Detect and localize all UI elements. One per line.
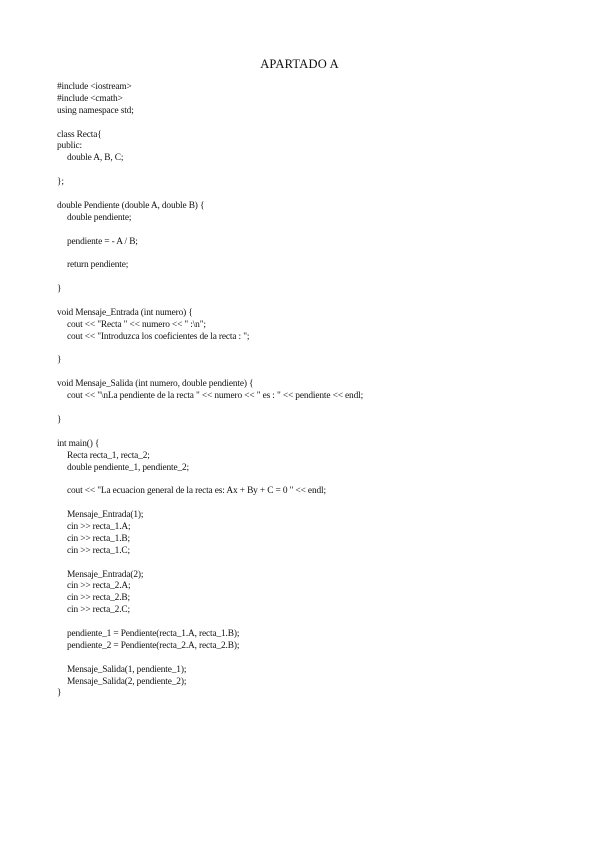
code-line: [57, 189, 577, 201]
code-line: cin >> recta_2.C;: [67, 605, 130, 616]
code-line: [57, 248, 577, 260]
code-line: public:: [57, 141, 82, 152]
code-line: [57, 498, 577, 510]
code-line: [57, 403, 577, 415]
code-line: Mensaje_Entrada(1);: [67, 510, 144, 521]
code-line: int main() {: [57, 438, 100, 449]
code-line: cin >> recta_1.A;: [67, 521, 131, 532]
code-line: cout << "La ecuacion general de la recta es: Ax + By + C = 0 " << endl;: [67, 486, 326, 497]
code-line: double Pendiente (double A, double B) {: [57, 200, 205, 211]
code-line: Mensaje_Salida(1, pendiente_1);: [67, 664, 187, 675]
code-line: }: [57, 414, 62, 425]
code-line: double A, B, C;: [67, 153, 124, 164]
code-line: [57, 165, 577, 177]
code-line: [57, 653, 577, 665]
code-line: cin >> recta_1.C;: [67, 545, 130, 556]
code-line: cin >> recta_2.B;: [67, 593, 130, 604]
code-line: #include <cmath>: [57, 93, 123, 104]
code-line: [57, 225, 577, 237]
page-title: APARTADO A: [260, 57, 339, 71]
code-line: double pendiente_1, pendiente_2;: [67, 462, 189, 473]
code-line: }: [57, 688, 62, 699]
code-line: class Recta{: [57, 129, 102, 140]
code-line: [57, 617, 577, 629]
code-line: Mensaje_Entrada(2);: [67, 569, 144, 580]
code-line: [57, 367, 577, 379]
code-line: [57, 344, 577, 356]
code-line: using namespace std;: [57, 105, 134, 116]
code-line: cout << "\nLa pendiente de la recta " << numero << " es : " << pendiente << endl;: [67, 391, 364, 402]
code-line: [57, 474, 577, 486]
code-line: Recta recta_1, recta_2;: [67, 450, 150, 461]
code-line: [57, 427, 577, 439]
code-line: pendiente = - A / B;: [67, 236, 138, 247]
code-line: [57, 296, 577, 308]
code-line: [57, 272, 577, 284]
code-line: }: [57, 284, 62, 295]
code-line: }: [57, 355, 62, 366]
code-line: Mensaje_Salida(2, pendiente_2);: [67, 676, 187, 687]
code-line: double pendiente;: [67, 212, 132, 223]
code-line: pendiente_1 = Pendiente(recta_1.A, recta_1.B);: [67, 628, 240, 639]
code-line: [57, 558, 577, 570]
code-line: return pendiente;: [67, 260, 129, 271]
code-line: [57, 118, 577, 130]
code-line: void Mensaje_Entrada (int numero) {: [57, 307, 193, 318]
code-line: };: [57, 177, 64, 188]
code-listing: [57, 82, 577, 700]
code-line: pendiente_2 = Pendiente(recta_2.A, recta_2.B);: [67, 640, 240, 651]
code-line: cin >> recta_2.A;: [67, 581, 131, 592]
code-line: #include <iostream>: [57, 82, 132, 92]
code-line: cin >> recta_1.B;: [67, 533, 130, 544]
code-line: cout << "Introduzca los coeficientes de la recta : ";: [67, 331, 250, 342]
code-line: void Mensaje_Salida (int numero, double pendiente) {: [57, 379, 254, 390]
code-line: cout << "Recta " << numero << " :\n";: [67, 319, 206, 330]
